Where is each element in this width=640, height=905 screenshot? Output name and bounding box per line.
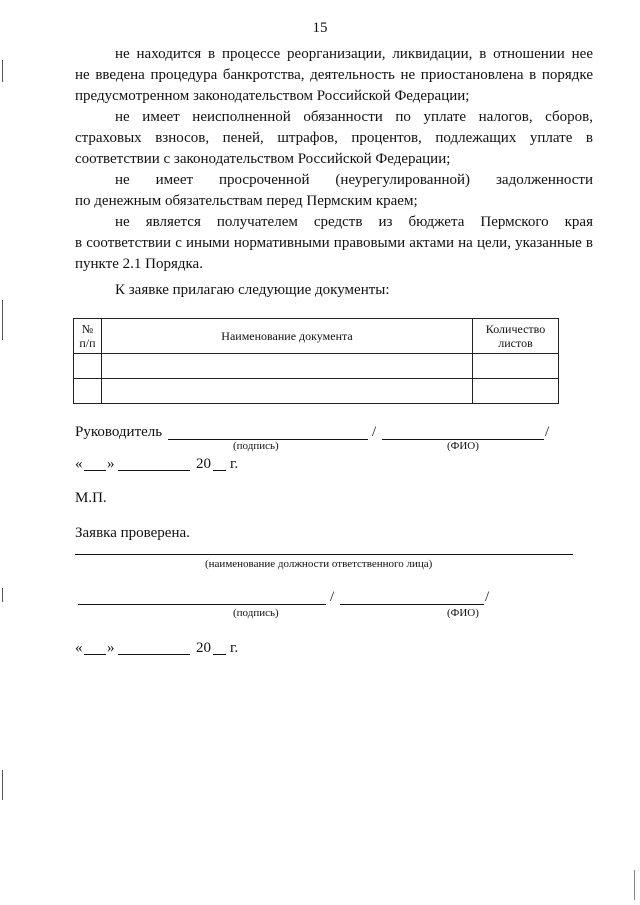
checked-title: Заявка проверена. <box>75 525 190 541</box>
separator-slash: / <box>545 424 550 440</box>
condition-2-first-line: не имеет неисполненной обязанности по уплате налогов, сборов, <box>115 109 593 125</box>
separator-slash: / <box>485 589 490 605</box>
scan-edge-mark <box>2 588 3 602</box>
conditions-list <box>75 44 593 275</box>
table-cell[interactable] <box>101 379 472 404</box>
condition-3-text: по денежным обязательствам перед Пермским краем; <box>75 193 418 209</box>
checker-name-caption: (ФИО) <box>447 607 479 619</box>
attachments-table <box>73 318 559 404</box>
scan-edge-mark <box>2 770 3 800</box>
scan-edge-mark <box>2 300 3 340</box>
checker-signature-caption: (подпись) <box>233 607 279 619</box>
condition-3-first-line: не имеет просроченной (неурегулированной) задолженности <box>115 172 593 188</box>
scan-edge-mark <box>634 870 635 900</box>
table-header-row <box>74 319 559 354</box>
column-header-sheets: Количество листов <box>473 319 559 354</box>
table-cell[interactable] <box>74 379 102 404</box>
condition-4-first-line: не является получателем средств из бюджета Пермского края <box>115 214 593 230</box>
head-label: Руководитель <box>75 424 163 440</box>
page-number: 15 <box>312 20 328 36</box>
scan-edge-mark <box>2 60 3 82</box>
position-line[interactable] <box>75 554 573 555</box>
date-open-quote: « <box>75 640 83 656</box>
column-header-document: Наименование документа <box>101 319 472 354</box>
condition-2-text: страховых взносов, пеней, штрафов, процентов, подлежащих уплате в соответствии с законодательством Российской Федерации; <box>75 130 593 167</box>
date-year-prefix: 20 <box>196 456 211 472</box>
table-cell[interactable] <box>473 354 559 379</box>
separator-slash: / <box>330 589 335 605</box>
stamp-label: М.П. <box>75 490 107 506</box>
separator-slash: / <box>372 424 377 440</box>
table-cell[interactable] <box>101 354 472 379</box>
checked-date-year-line[interactable] <box>213 654 226 655</box>
date-year-line[interactable] <box>213 470 226 471</box>
date-year-prefix: 20 <box>196 640 211 656</box>
condition-1-text: не введена процедура банкротства, деятельность не приостановлена в порядке предусмотренном законодательством Российской Федерации; <box>75 67 593 104</box>
checker-name-line[interactable] <box>340 604 484 605</box>
column-header-number: № п/п <box>74 319 102 354</box>
signature-caption: (подпись) <box>233 440 279 452</box>
date-year-suffix: г. <box>230 456 239 472</box>
table-row <box>74 354 559 379</box>
checked-date-day-line[interactable] <box>84 654 106 655</box>
table-cell[interactable] <box>74 354 102 379</box>
table-row <box>74 379 559 404</box>
attachments-intro: К заявке прилагаю следующие документы: <box>115 282 390 298</box>
name-caption: (ФИО) <box>447 440 479 452</box>
condition-1-first-line: не находится в процессе реорганизации, ликвидации, в отношении нее <box>115 46 593 62</box>
date-close-quote: » <box>107 640 115 656</box>
date-year-suffix: г. <box>230 640 239 656</box>
date-month-line[interactable] <box>118 470 190 471</box>
table-cell[interactable] <box>473 379 559 404</box>
date-close-quote: » <box>107 456 115 472</box>
date-day-line[interactable] <box>84 470 106 471</box>
date-open-quote: « <box>75 456 83 472</box>
position-caption: (наименование должности ответственного лица) <box>205 558 433 570</box>
checker-signature-line[interactable] <box>78 604 326 605</box>
condition-4-text: в соответствии с иными нормативными правовыми актами на цели, указанные в пункте 2.1 Порядка. <box>75 235 593 272</box>
checked-date-month-line[interactable] <box>118 654 190 655</box>
